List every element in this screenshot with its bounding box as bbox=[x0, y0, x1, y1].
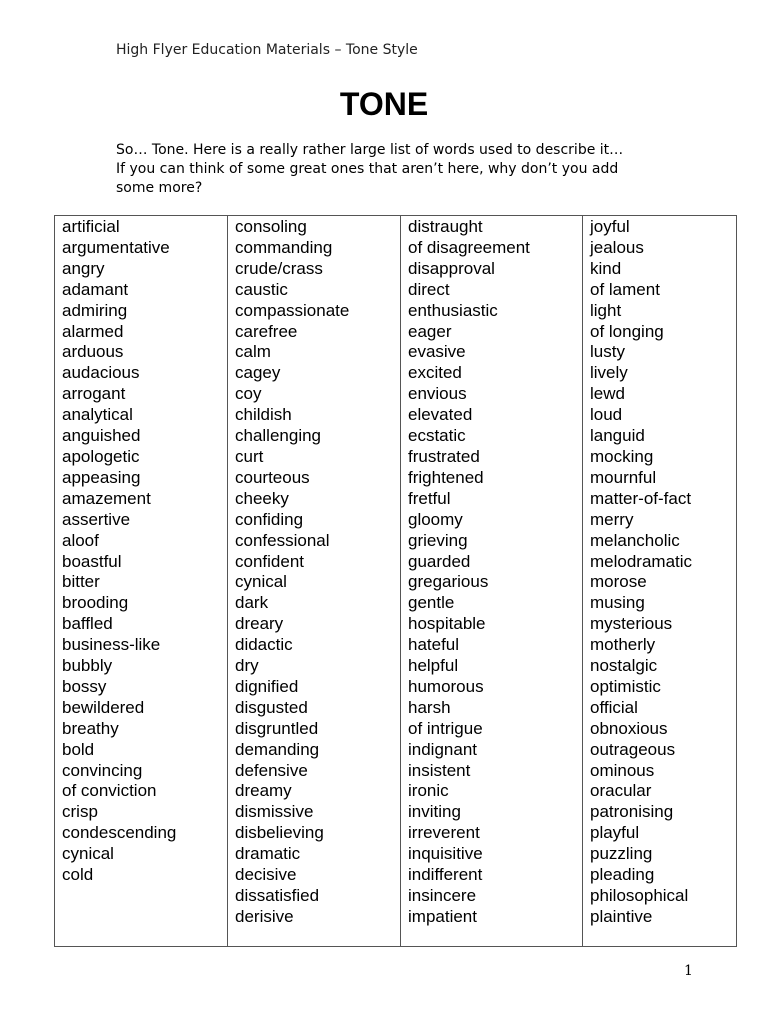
tone-word: musing bbox=[590, 593, 645, 613]
tone-word: gloomy bbox=[408, 509, 463, 529]
tone-word: gregarious bbox=[408, 572, 489, 592]
tone-word: cynical bbox=[235, 572, 287, 592]
tone-word: artificial bbox=[62, 217, 120, 236]
word-list bbox=[408, 217, 582, 928]
tone-word: patronising bbox=[590, 802, 674, 822]
tone-word: crisp bbox=[62, 802, 98, 822]
tone-word: bubbly bbox=[62, 656, 113, 676]
tone-word: apologetic bbox=[62, 446, 140, 466]
tone-word: merry bbox=[590, 509, 634, 529]
tone-word: confident bbox=[235, 551, 304, 571]
tone-word: childish bbox=[235, 405, 292, 425]
tone-word: breathy bbox=[62, 718, 119, 738]
intro-line-3: some more? bbox=[116, 180, 203, 196]
tone-word: of disagreement bbox=[408, 237, 530, 257]
tone-word: nostalgic bbox=[590, 656, 658, 676]
tone-word: brooding bbox=[62, 593, 129, 613]
tone-word: insistent bbox=[408, 760, 471, 780]
tone-word: angry bbox=[62, 258, 105, 278]
tone-word: didactic bbox=[235, 635, 293, 655]
tone-word: anguished bbox=[62, 426, 141, 446]
tone-word: joyful bbox=[590, 217, 630, 236]
tone-word: confiding bbox=[235, 509, 304, 529]
tone-word: dreamy bbox=[235, 781, 292, 801]
tone-word: fretful bbox=[408, 488, 451, 508]
tone-word: hateful bbox=[408, 635, 460, 655]
tone-word: kind bbox=[590, 258, 622, 278]
tone-word: dissatisfied bbox=[235, 886, 320, 905]
tone-word: humorous bbox=[408, 676, 484, 696]
tone-word: outrageous bbox=[590, 739, 676, 759]
tone-word: guarded bbox=[408, 551, 471, 571]
tone-word: dreary bbox=[235, 614, 284, 634]
tone-word: frustrated bbox=[408, 446, 480, 466]
tone-word: derisive bbox=[235, 906, 294, 926]
tone-word: helpful bbox=[408, 656, 459, 676]
tone-word: plaintive bbox=[590, 906, 653, 926]
tone-word: philosophical bbox=[590, 886, 689, 905]
tone-word: arduous bbox=[62, 342, 124, 362]
word-column-1 bbox=[55, 216, 228, 947]
tone-word: dismissive bbox=[235, 802, 314, 822]
tone-word: cold bbox=[62, 865, 94, 885]
page-title: TONE bbox=[339, 86, 429, 122]
tone-word: languid bbox=[590, 426, 645, 446]
tone-word: disbelieving bbox=[235, 823, 324, 843]
tone-word: envious bbox=[408, 384, 467, 404]
tone-word: coy bbox=[235, 384, 262, 404]
tone-word: alarmed bbox=[62, 321, 124, 341]
tone-word: ironic bbox=[408, 781, 449, 801]
tone-word: bewildered bbox=[62, 697, 145, 717]
tone-word: demanding bbox=[235, 739, 320, 759]
word-list bbox=[590, 217, 736, 928]
tone-word: adamant bbox=[62, 279, 129, 299]
tone-word: audacious bbox=[62, 363, 140, 383]
tone-word: mournful bbox=[590, 467, 657, 487]
tone-word: lewd bbox=[590, 384, 625, 404]
word-column-4 bbox=[583, 216, 737, 947]
tone-word: elevated bbox=[408, 405, 473, 425]
tone-word: cynical bbox=[62, 844, 114, 864]
tone-word: inquisitive bbox=[408, 844, 483, 864]
tone-word: business-like bbox=[62, 635, 161, 655]
tone-word: baffled bbox=[62, 614, 113, 634]
tone-word: dignified bbox=[235, 676, 299, 696]
tone-word: disgusted bbox=[235, 697, 308, 717]
tone-word: of lament bbox=[590, 279, 660, 299]
intro-line-2: If you can think of some great ones that aren’t here, why don’t you add bbox=[116, 161, 619, 177]
word-list bbox=[235, 217, 400, 928]
tone-word: motherly bbox=[590, 635, 656, 655]
tone-word: indignant bbox=[408, 739, 478, 759]
tone-word: curt bbox=[235, 446, 264, 466]
tone-word: dramatic bbox=[235, 844, 301, 864]
tone-word: disgruntled bbox=[235, 718, 319, 738]
tone-word: mysterious bbox=[590, 614, 673, 634]
tone-word: aloof bbox=[62, 530, 99, 550]
tone-word: dry bbox=[235, 656, 259, 676]
intro-paragraph bbox=[116, 141, 676, 198]
tone-word: puzzling bbox=[590, 844, 653, 864]
tone-word: light bbox=[590, 300, 622, 320]
tone-word: distraught bbox=[408, 217, 483, 236]
tone-word: matter-of-fact bbox=[590, 488, 692, 508]
tone-word: analytical bbox=[62, 405, 133, 425]
intro-line-1: So… Tone. Here is a really rather large list of words used to describe it… bbox=[116, 142, 624, 158]
tone-word: courteous bbox=[235, 467, 310, 487]
tone-word: of longing bbox=[590, 321, 664, 341]
tone-word: jealous bbox=[590, 237, 644, 257]
tone-word: ominous bbox=[590, 760, 655, 780]
tone-word: irreverent bbox=[408, 823, 480, 843]
tone-word: excited bbox=[408, 363, 462, 383]
word-column-3 bbox=[401, 216, 583, 947]
tone-word: optimistic bbox=[590, 676, 661, 696]
tone-word: boastful bbox=[62, 551, 122, 571]
tone-word: morose bbox=[590, 572, 647, 592]
tone-word: official bbox=[590, 697, 638, 717]
tone-word: direct bbox=[408, 279, 450, 299]
tone-word: bold bbox=[62, 739, 95, 759]
tone-word: dark bbox=[235, 593, 269, 613]
tone-word: arrogant bbox=[62, 384, 126, 404]
tone-word: caustic bbox=[235, 279, 288, 299]
tone-word: of intrigue bbox=[408, 718, 483, 738]
tone-word: grieving bbox=[408, 530, 468, 550]
tone-word: oracular bbox=[590, 781, 652, 801]
tone-word: cagey bbox=[235, 363, 281, 383]
tone-word: challenging bbox=[235, 426, 322, 446]
table-row bbox=[55, 216, 737, 947]
tone-word: of conviction bbox=[62, 781, 157, 801]
tone-word: compassionate bbox=[235, 300, 350, 320]
tone-word: decisive bbox=[235, 865, 297, 885]
tone-word: defensive bbox=[235, 760, 308, 780]
tone-word: appeasing bbox=[62, 467, 141, 487]
tone-word: argumentative bbox=[62, 237, 170, 257]
tone-word: insincere bbox=[408, 886, 477, 905]
tone-word: eager bbox=[408, 321, 452, 341]
tone-word: frightened bbox=[408, 467, 484, 487]
tone-word: admiring bbox=[62, 300, 128, 320]
tone-word: gentle bbox=[408, 593, 455, 613]
tone-word: carefree bbox=[235, 321, 298, 341]
tone-word: calm bbox=[235, 342, 271, 362]
tone-word: bitter bbox=[62, 572, 100, 592]
tone-word: confessional bbox=[235, 530, 330, 550]
tone-word: bossy bbox=[62, 676, 107, 696]
tone-word: consoling bbox=[235, 217, 307, 236]
tone-word: cheeky bbox=[235, 488, 289, 508]
tone-word: loud bbox=[590, 405, 623, 425]
tone-word: lively bbox=[590, 363, 628, 383]
word-list bbox=[62, 217, 227, 886]
tone-word: harsh bbox=[408, 697, 451, 717]
page-number: 1 bbox=[684, 963, 693, 979]
tone-word: obnoxious bbox=[590, 718, 668, 738]
tone-word: impatient bbox=[408, 906, 477, 926]
tone-word: disapproval bbox=[408, 258, 495, 278]
tone-word: amazement bbox=[62, 488, 151, 508]
tone-word: condescending bbox=[62, 823, 177, 843]
tone-word: assertive bbox=[62, 509, 131, 529]
tone-word: inviting bbox=[408, 802, 461, 822]
tone-word: convincing bbox=[62, 760, 143, 780]
tone-word: enthusiastic bbox=[408, 300, 498, 320]
tone-word: indifferent bbox=[408, 865, 483, 885]
tone-word: melodramatic bbox=[590, 551, 693, 571]
tone-word: ecstatic bbox=[408, 426, 466, 446]
page-header: High Flyer Education Materials – Tone Style bbox=[116, 42, 418, 58]
tone-words-table bbox=[54, 215, 737, 947]
tone-word: mocking bbox=[590, 446, 654, 466]
tone-word: lusty bbox=[590, 342, 625, 362]
tone-word: crude/crass bbox=[235, 258, 323, 278]
tone-word: evasive bbox=[408, 342, 466, 362]
tone-word: melancholic bbox=[590, 530, 680, 550]
tone-word: commanding bbox=[235, 237, 333, 257]
tone-word: pleading bbox=[590, 865, 655, 885]
word-column-2 bbox=[228, 216, 401, 947]
tone-word: playful bbox=[590, 823, 640, 843]
tone-word: hospitable bbox=[408, 614, 486, 634]
